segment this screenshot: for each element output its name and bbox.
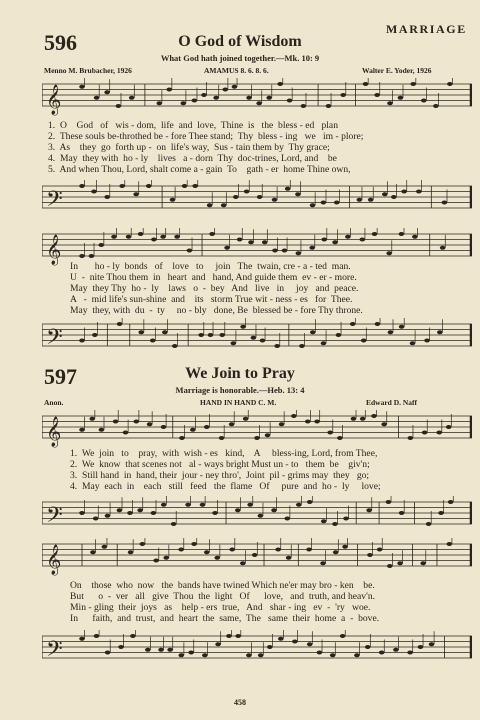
composer-credit: Walter E. Yoder, 1926 (362, 66, 432, 75)
svg-text:𝄢: 𝄢 (46, 637, 63, 666)
svg-text:𝄞: 𝄞 (46, 235, 62, 264)
scripture-reference: Marriage is honorable.—Heb. 13: 4 (175, 385, 305, 395)
verse-line: In faith, and trust, and heart the same, The same their home a - bove. (70, 613, 380, 624)
author-credit: Anon. (44, 398, 64, 407)
tune-name: HAND IN HAND C. M. (200, 398, 277, 407)
verse-line: 5. And when Thou, Lord, shalt come a - gain To gath - er home Thine own, (48, 164, 351, 175)
verse-line: 4. May each in each still feed the flame Of pure and ho - ly love; (70, 481, 381, 492)
page-number: 458 (234, 698, 246, 707)
svg-text:𝄢: 𝄢 (46, 325, 63, 354)
tune-name: AMAMUS 8. 6. 8. 6. (204, 66, 269, 75)
verse-line: 1. We join to pray, with wish - es kind, A bless-ing, Lord, from Thee, (70, 448, 378, 459)
music-staff (42, 630, 472, 670)
hymn-number: 596 (44, 30, 77, 55)
verse-line: 4. May they with ho - ly lives a - dorn Thy doc-trines, Lord, and be (48, 153, 337, 164)
verse-line: On those who now the bands have twined Which ne'er may bro - ken be. (70, 580, 375, 591)
music-staff (42, 318, 472, 358)
music-staff (42, 496, 472, 536)
scripture-reference: What God hath joined together.—Mk. 10: 9 (160, 53, 320, 63)
hymn-title: O God of Wisdom (178, 33, 302, 50)
svg-text:𝄢: 𝄢 (46, 503, 63, 532)
verse-line: But o - ver all give Thou the light Of love, and truth, and heav'n. (70, 591, 376, 602)
verse-line: 1. O God of wis - dom, life and love, Thine is the bless - ed plan (48, 120, 338, 131)
music-staff (42, 78, 472, 118)
verse-line: U - nite Thou them in heart and hand, And guide them ev - er - more. (70, 272, 357, 283)
verse-line: 2. These souls be-throthed be - fore Thee stand; Thy bless - ing we im - plore; (48, 131, 364, 142)
verse-line: May they Thy ho - ly laws o - bey And live in joy and peace. (70, 283, 359, 294)
verse-line: A - mid life's sun-shine and its storm True wit - ness - es for Thee. (70, 294, 353, 305)
section-label: MARRIAGE (386, 22, 467, 36)
svg-text:𝄞: 𝄞 (46, 545, 62, 574)
verse-line: Min - gling their joys as help - ers true, And shar - ing ev - 'ry woe. (70, 602, 371, 613)
music-staff (42, 180, 472, 220)
svg-text:𝄞: 𝄞 (46, 85, 62, 114)
verse-line: 3. Still hand in hand, their jour - ney thro', Joint pil - grims may they go; (70, 470, 370, 481)
svg-text:𝄢: 𝄢 (46, 187, 63, 216)
hymn-number: 597 (44, 364, 77, 389)
music-staff (42, 538, 472, 578)
verse-line: 2. We know that scenes not al - ways bright Must un - to them be giv'n; (70, 459, 370, 470)
composer-credit: Edward D. Naff (366, 398, 418, 407)
verse-line: In ho - ly bonds of love to join The twain, cre - a - ted man. (70, 261, 351, 272)
verse-line: May they, with du - ty no - bly done, Be blessed be - fore Thy throne. (70, 305, 363, 316)
verse-line: 3. As they go forth up - on life's way, Sus - tain them by Thy grace; (48, 142, 330, 153)
hymn-title: We Join to Pray (185, 365, 295, 382)
svg-text:𝄞: 𝄞 (46, 417, 62, 446)
music-staff (42, 410, 472, 450)
author-credit: Menno M. Brubacher, 1926 (44, 66, 132, 75)
